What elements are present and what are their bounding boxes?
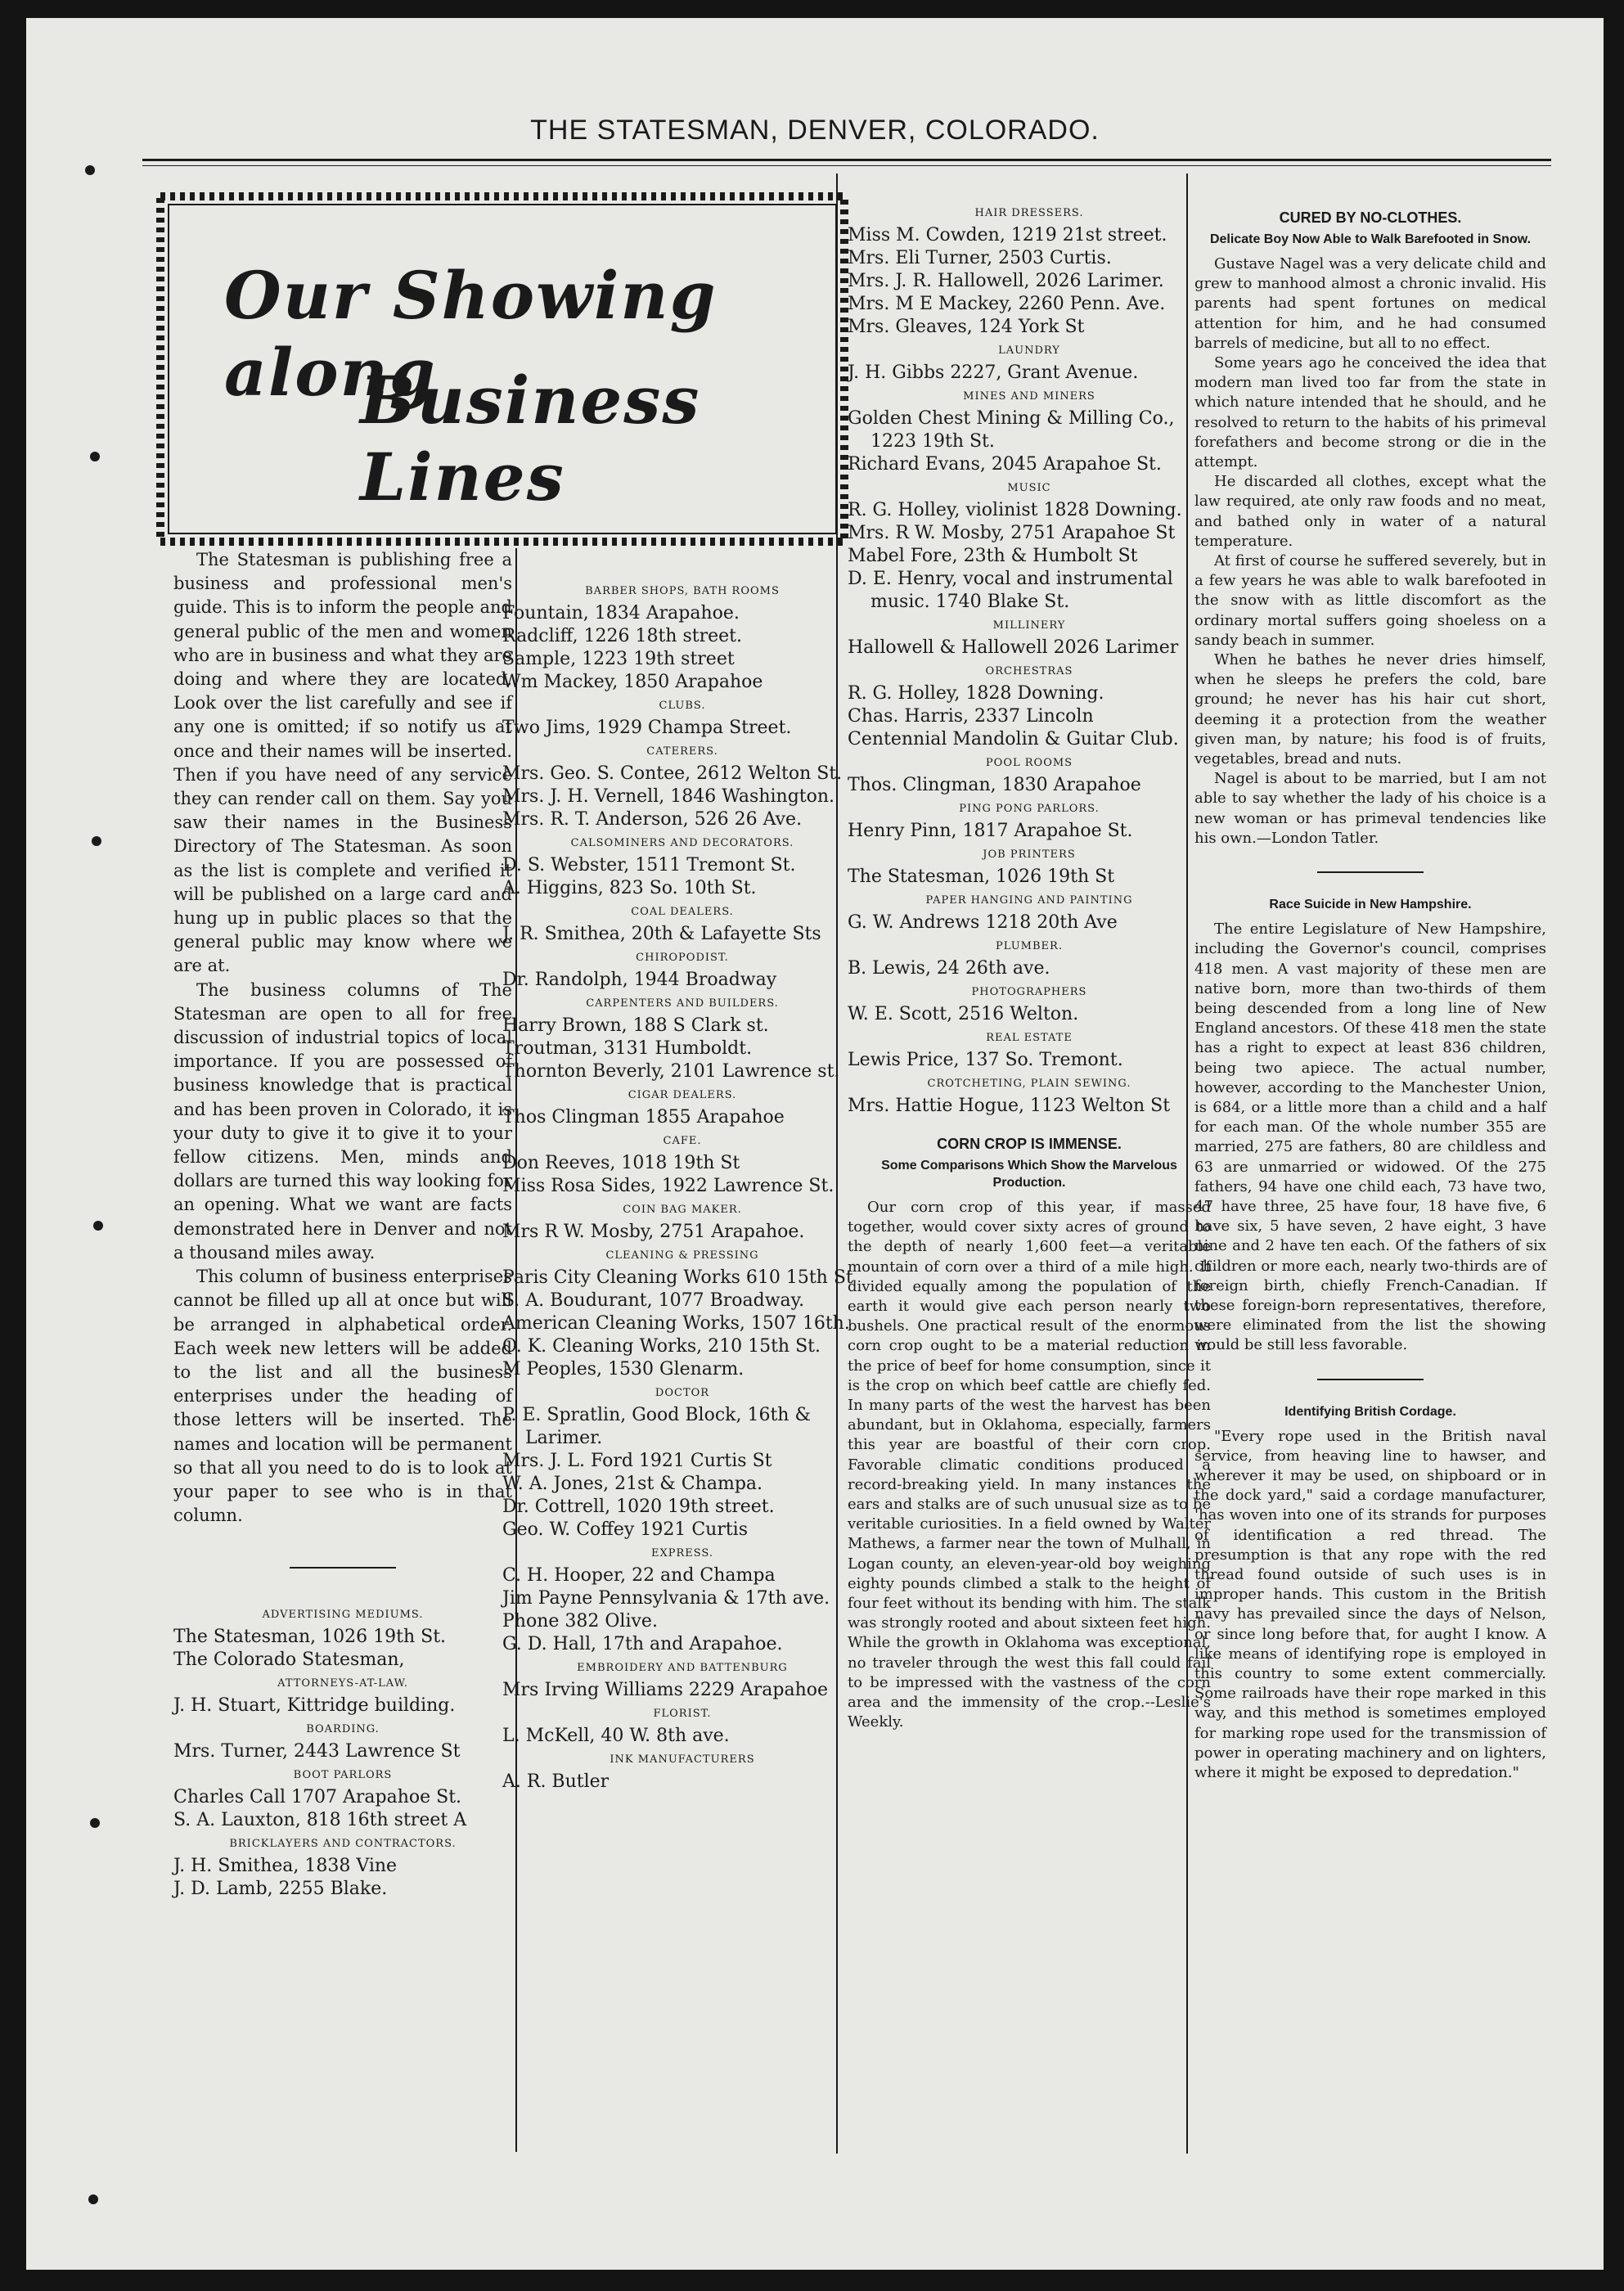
directory-entry: P. E. Spratlin, Good Block, 16th & Larimer. — [502, 1405, 812, 1448]
masthead-rule-thin — [142, 165, 1551, 166]
story-divider — [1317, 871, 1424, 873]
directory-column-2 — [502, 579, 862, 1794]
directory-entry: Don Reeves, 1018 19th St — [502, 1153, 740, 1173]
directory-entry: L. McKell, 40 W. 8th ave. — [502, 1726, 730, 1746]
directory-entry: Mrs. Hattie Hogue, 1123 Welton St — [848, 1096, 1171, 1116]
corn-headline: CORN CROP IS IMMENSE. — [937, 1136, 1122, 1152]
directory-entry: A. R. Butler — [502, 1771, 610, 1792]
directory-entry: M Peoples, 1530 Glenarm. — [502, 1359, 745, 1380]
cured-story — [1194, 254, 1546, 848]
directory-entry: J. D. Lamb, 2255 Blake. — [173, 1879, 388, 1900]
directory-entry: Charles Call 1707 Arapahoe St. — [173, 1787, 462, 1808]
directory-entry: Mabel Fore, 23th & Humbolt St — [848, 546, 1138, 566]
directory-entry: Dr. Cottrell, 1020 19th street. — [502, 1497, 775, 1517]
directory-entry: S. A. Lauxton, 818 16th street A — [173, 1810, 467, 1831]
column-divider — [290, 1567, 396, 1569]
directory-entry: Miss Rosa Sides, 1922 Lawrence St. — [502, 1176, 834, 1196]
intro-paragraph: The business columns of The Statesman are open to all for free discussion of industrial topics of local importance. If you are possessed of business knowledge that is practical and has been proven in Colorado, it is your duty to give it to give it to your fellow citizens. Men, minds and dollars are turned this way looking for an opening. What we want are facts demonstrated here in Denver and not a thousand miles away. — [173, 979, 512, 1263]
directory-entry: D. E. Henry, vocal and instrumental music. 1740 Blake St. — [848, 569, 1173, 612]
directory-heading: CIGAR DEALERS. — [628, 1089, 737, 1101]
directory-entry: Sample, 1223 19th street — [502, 649, 735, 669]
directory-heading: MUSIC — [1007, 482, 1051, 494]
cured-paragraph: Some years ago he conceived the idea that modern man lived too far from the state in which nature intended that he should, and he resolved to return to the habits of his primeval forefathers and become strong or die in the attempt. — [1194, 354, 1546, 471]
cured-subhead: Delicate Boy Now Able to Walk Barefooted in Snow. — [1209, 232, 1532, 246]
directory-heading: PAPER HANGING AND PAINTING — [925, 894, 1133, 907]
directory-column-3 — [848, 201, 1211, 1732]
directory-heading: ORCHESTRAS — [985, 665, 1073, 677]
directory-heading: CHIROPODIST. — [636, 952, 729, 964]
story-divider — [1317, 1379, 1424, 1380]
directory-heading: BARBER SHOPS, BATH ROOMS — [585, 585, 780, 597]
race-body: The entire Legislature of New Hampshire, including the Governor's council, comprises 418 men. A vast majority of these men are native born, more than two-thirds of them being descended from a long line of New England ancestors. Of these 418 men the state has a right to expect at least 836 children, being two apiece. The actual number, however, according to the Manchester Union, is 684, or a little more than a child and a half for each man. Of the whole number 355 are married, 275 are fathers, 80 are childless and 63 are unmarried or widowed. Of the 275 fathers, 94 have one child each, 73 have two, 47 have three, 25 have four, 18 have five, 6 have six, 5 have seven, 2 have eight, 3 have nine and 2 have ten each. Of the fathers of six children or more each, nearly two-thirds are of foreign birth, chiefly French-Canadian. If these foreign-born representatives, therefore, were eliminated from the list the showing would be still less favorable. — [1194, 920, 1546, 1354]
directory-entry: J. H. Stuart, Kittridge building. — [173, 1695, 456, 1717]
cured-paragraph: Gustave Nagel was a very delicate child and grew to manhood almost a chronic invalid. His parents had spent fortunes on medical attention for him, and he had consumed barrels of medicine, but all to no effect. — [1194, 255, 1546, 352]
directory-entry: W. E. Scott, 2516 Welton. — [848, 1004, 1079, 1024]
directory-heading: CLUBS. — [659, 700, 706, 712]
directory-entry: J. R. Smithea, 20th & Lafayette Sts — [502, 924, 821, 944]
directory-entry: Mrs. M E Mackey, 2260 Penn. Ave. — [848, 294, 1166, 314]
directory-heading: CALSOMINERS AND DECORATORS. — [570, 837, 794, 849]
directory-entry: Chas. Harris, 2337 Lincoln — [848, 706, 1094, 727]
directory-heading: PLUMBER. — [996, 940, 1063, 952]
cordage-headline: Identifying British Cordage. — [1284, 1404, 1456, 1419]
directory-entry: Jim Payne Pennsylvania & 17th ave. — [502, 1588, 830, 1609]
directory-heading: BOARDING. — [306, 1723, 380, 1736]
directory-heading: CLEANING & PRESSING — [605, 1249, 759, 1262]
news-column-4 — [1194, 208, 1546, 1783]
directory-entry: Miss M. Cowden, 1219 21st street. — [848, 225, 1167, 245]
directory-heading: COAL DEALERS. — [631, 906, 734, 918]
directory-heading: BOOT PARLORS — [293, 1769, 393, 1782]
directory-heading: COIN BAG MAKER. — [623, 1204, 742, 1216]
directory-entry: Mrs. Geo. S. Contee, 2612 Welton St. — [502, 763, 843, 784]
directory-heading: CROTCHETING, PLAIN SEWING. — [927, 1078, 1131, 1090]
directory-entry: Mrs. J. H. Vernell, 1846 Washington. — [502, 786, 835, 807]
directory-entry: Thornton Beverly, 2101 Lawrence st. — [502, 1061, 840, 1082]
cured-paragraph: He discarded all clothes, except what the law required, ate only raw foods and no meat, and bathed only in water of a natural temperature. — [1194, 473, 1546, 550]
binding-hole — [92, 836, 101, 846]
binding-hole — [90, 452, 100, 461]
directory-list — [173, 1608, 512, 1901]
directory-entry: Lewis Price, 137 So. Tremont. — [848, 1050, 1123, 1070]
corn-body: Our corn crop of this year, if massed together, would cover sixty acres of ground to the depth of nearly 1,600 feet—a veritable mountain of corn over a third of a mile high. If divided equally among the population of the earth it would give each person nearly two bushels. One practical result of the enormous corn crop ought to be a material reduction in the price of beef for home consumption, since it is the crop on which beef cattle are chiefly fed. In many parts of the west the harvest has been abundant, but in Oklahoma, especially, farmers this year are boastful of their corn crop. Favorable climatic conditions produced a record-breaking yield. In many instances the ears and stalks are of such unusual size as to be veritable curiosities. In a field owned by Walter Mathews, a farmer near the town of Mulhall, in Logan county, an eleven-year-old boy weighing eighty pounds climbed a stalk to the height of four feet without its bending with him. The stalk was strongly rooted and about sixteen feet high. While the growth in Oklahoma was exceptional, no traveler through the west this fall could fail to be impressed with the vastness of the corn area and the immensity of the crop.--Leslie's Weekly. — [848, 1199, 1211, 1731]
directory-entry: J. H. Smithea, 1838 Vine — [173, 1856, 398, 1877]
directory-entry: Mrs R W. Mosby, 2751 Arapahoe. — [502, 1222, 805, 1242]
directory-entry: Radcliff, 1226 18th street. — [502, 626, 742, 646]
directory-entry: Mrs. J. R. Hallowell, 2026 Larimer. — [848, 271, 1164, 291]
banner-line-1: Our Showing along — [224, 257, 718, 411]
directory-entry: Richard Evans, 2045 Arapahoe St. — [848, 454, 1162, 475]
directory-entry: Thos. Clingman, 1830 Arapahoe — [848, 775, 1141, 795]
directory-heading: CATERERS. — [646, 745, 718, 758]
directory-entry: Fountain, 1834 Arapahoe. — [502, 603, 740, 623]
intro-paragraph: The Statesman is publishing free a business and professional men's guide. This is to inform the people and general public of the men and women who are in business and what they are doing and where they are located. Look over the list carefully and see if any one is omitted; if so notify us at once and their names will be inserted. Then if you have need of any service they can render call on them. Say you saw their names in the Business Directory of The Statesman. As soon as the list is complete and verified it will be published on a large card and hung up in public places so that the general public may know where we are at. — [173, 550, 512, 976]
directory-entry: Centennial Mandolin & Guitar Club. — [848, 729, 1179, 749]
directory-entry: Mrs. J. L. Ford 1921 Curtis St — [502, 1451, 772, 1471]
directory-entry: Geo. W. Coffey 1921 Curtis — [502, 1519, 749, 1540]
intro-paragraph: This column of business enterprises cannot be filled up all at once but will be arranged in alphabetical order. Each week new letters will be added to the list and all the business enterprises under the heading of those letters will be inserted. The names and location will be permanent so that all you need to do is to look at your paper to see who is in that column. — [173, 1267, 512, 1526]
directory-heading: BRICKLAYERS AND CONTRACTORS. — [229, 1838, 457, 1851]
directory-entry: G. D. Hall, 17th and Arapahoe. — [502, 1634, 783, 1654]
directory-entry: R. G. Holley, violinist 1828 Downing. — [848, 500, 1182, 520]
directory-entry: Henry Pinn, 1817 Arapahoe St. — [848, 821, 1133, 841]
directory-entry: Mrs Irving Williams 2229 Arapahoe — [502, 1680, 829, 1700]
directory-entry: Mrs. Eli Turner, 2503 Curtis. — [848, 248, 1112, 268]
binding-hole — [93, 1221, 103, 1231]
cured-headline: CURED BY NO-CLOTHES. — [1279, 209, 1462, 226]
directory-heading: PING PONG PARLORS. — [959, 803, 1100, 815]
directory-heading: INK MANUFACTURERS — [610, 1753, 755, 1766]
directory-entry: The Statesman, 1026 19th St — [848, 866, 1115, 887]
directory-entry: S. A. Boudurant, 1077 Broadway. — [502, 1290, 805, 1311]
directory-entry: Paris City Cleaning Works 610 15th St — [502, 1267, 853, 1288]
corn-story — [848, 1198, 1211, 1732]
cordage-body: "Every rope used in the British naval service, from heaving line to hawser, and wherever it may be used, on shipboard or in the dock yard," said a cordage manufacturer, 'has woven into one of its strands for purposes of identification a red thread. The presumption is that any rope with the red thread found outside of such uses is in improper hands. This custom in the British navy has prevailed since the days of Nelson, or since long before that, for aught I know. A like means of identifying rope is employed in this country to some extent commercially. Some railroads have their rope marked in this way, and this method is sometimes employed for marking rope used for the transmission of power in operating machinery and on lighters, where it might be exposed to depredation." — [1194, 1427, 1546, 1782]
directory-heading: ATTORNEYS-AT-LAW. — [277, 1677, 408, 1690]
directory-heading: MILLINERY — [992, 619, 1066, 632]
directory-entry: The Statesman, 1026 19th St. — [173, 1627, 447, 1648]
directory-heading: REAL ESTATE — [986, 1032, 1073, 1044]
directory-heading: POOL ROOMS — [985, 757, 1073, 769]
banner-line-2: Business Lines — [360, 362, 701, 515]
directory-heading: HAIR DRESSERS. — [974, 207, 1084, 219]
directory-entry: W. A. Jones, 21st & Champa. — [502, 1474, 763, 1494]
directory-entry: Golden Chest Mining & Milling Co., 1223 19th St. — [848, 408, 1175, 452]
directory-entry: The Colorado Statesman, — [173, 1650, 405, 1671]
directory-heading: PHOTOGRAPHERS — [971, 986, 1087, 998]
directory-entry: American Cleaning Works, 1507 16th. — [502, 1313, 850, 1334]
directory-entry: R. G. Holley, 1828 Downing. — [848, 683, 1104, 704]
directory-entry: C. H. Hooper, 22 and Champa — [502, 1565, 776, 1586]
directory-entry: Two Jims, 1929 Champa Street. — [502, 718, 792, 738]
directory-heading: DOCTOR — [655, 1387, 710, 1399]
directory-entry: Thos Clingman 1855 Arapahoe — [502, 1107, 785, 1127]
directory-heading: LAUNDRY — [998, 344, 1060, 357]
directory-heading: ADVERTISING MEDIUMS. — [262, 1609, 424, 1622]
cured-paragraph: Nagel is about to be married, but I am not able to say whether the lady of his choice is a new woman or has primeval tendencies like his own.—London Tatler. — [1194, 770, 1546, 847]
directory-entry: Mrs. R. T. Anderson, 526 26 Ave. — [502, 809, 803, 830]
directory-entry: Troutman, 3131 Humboldt. — [502, 1038, 753, 1059]
intro-column — [173, 548, 512, 1901]
binding-hole — [88, 2194, 98, 2204]
corn-subhead: Some Comparisons Which Show the Marvelous Production. — [881, 1159, 1177, 1190]
directory-heading: FLORIST. — [653, 1708, 712, 1720]
directory-heading: EMBROIDERY AND BATTENBURG — [577, 1662, 788, 1674]
directory-entry: Dr. Randolph, 1944 Broadway — [502, 970, 777, 990]
directory-entry: Mrs. R W. Mosby, 2751 Arapahoe St — [848, 523, 1176, 543]
directory-entry: J. H. Gibbs 2227, Grant Avenue. — [848, 362, 1139, 383]
directory-entry: Mrs. Turner, 2443 Lawrence St — [173, 1741, 461, 1762]
directory-heading: EXPRESS. — [650, 1547, 714, 1560]
directory-list — [848, 206, 1211, 1118]
directory-heading: MINES AND MINERS — [963, 390, 1095, 403]
directory-entry: G. W. Andrews 1218 20th Ave — [848, 912, 1118, 933]
directory-entry: A. Higgins, 823 So. 10th St. — [502, 878, 757, 898]
cured-paragraph: When he bathes he never dries himself, when he sleeps he prefers the cold, bare ground; he never has his hair cut short, deeming it a protection from the weather given man, by nature; his food is of fruits, vegetables, bread and nuts. — [1194, 651, 1546, 768]
newspaper-page — [26, 18, 1604, 2270]
section-banner — [155, 191, 849, 547]
directory-entry: B. Lewis, 24 26th ave. — [848, 958, 1050, 979]
directory-entry: Mrs. Gleaves, 124 York St — [848, 317, 1085, 337]
directory-heading: CAFE. — [663, 1135, 702, 1147]
directory-entry: O. K. Cleaning Works, 210 15th St. — [502, 1336, 821, 1357]
masthead: THE STATESMAN, DENVER, COLORADO. — [530, 115, 1100, 146]
directory-heading: JOB PRINTERS — [983, 848, 1076, 861]
binding-hole — [90, 1818, 100, 1828]
directory-entry: Phone 382 Olive. — [502, 1611, 658, 1632]
race-headline: Race Suicide in New Hampshire. — [1269, 898, 1472, 912]
binding-hole — [85, 165, 95, 175]
directory-heading: CARPENTERS AND BUILDERS. — [586, 997, 779, 1010]
directory-entry: D. S. Webster, 1511 Tremont St. — [502, 855, 796, 875]
masthead-rule — [142, 159, 1551, 161]
directory-entry: Wm Mackey, 1850 Arapahoe — [502, 672, 763, 692]
directory-entry: Harry Brown, 188 S Clark st. — [502, 1015, 769, 1036]
directory-entry: Hallowell & Hallowell 2026 Larimer — [848, 637, 1179, 658]
cured-paragraph: At first of course he suffered severely, but in a few years he was able to walk barefooted in the snow with as little discomfort as the ordinary mortal suffers going shoeless on a sandy beach in summer. — [1194, 552, 1546, 649]
